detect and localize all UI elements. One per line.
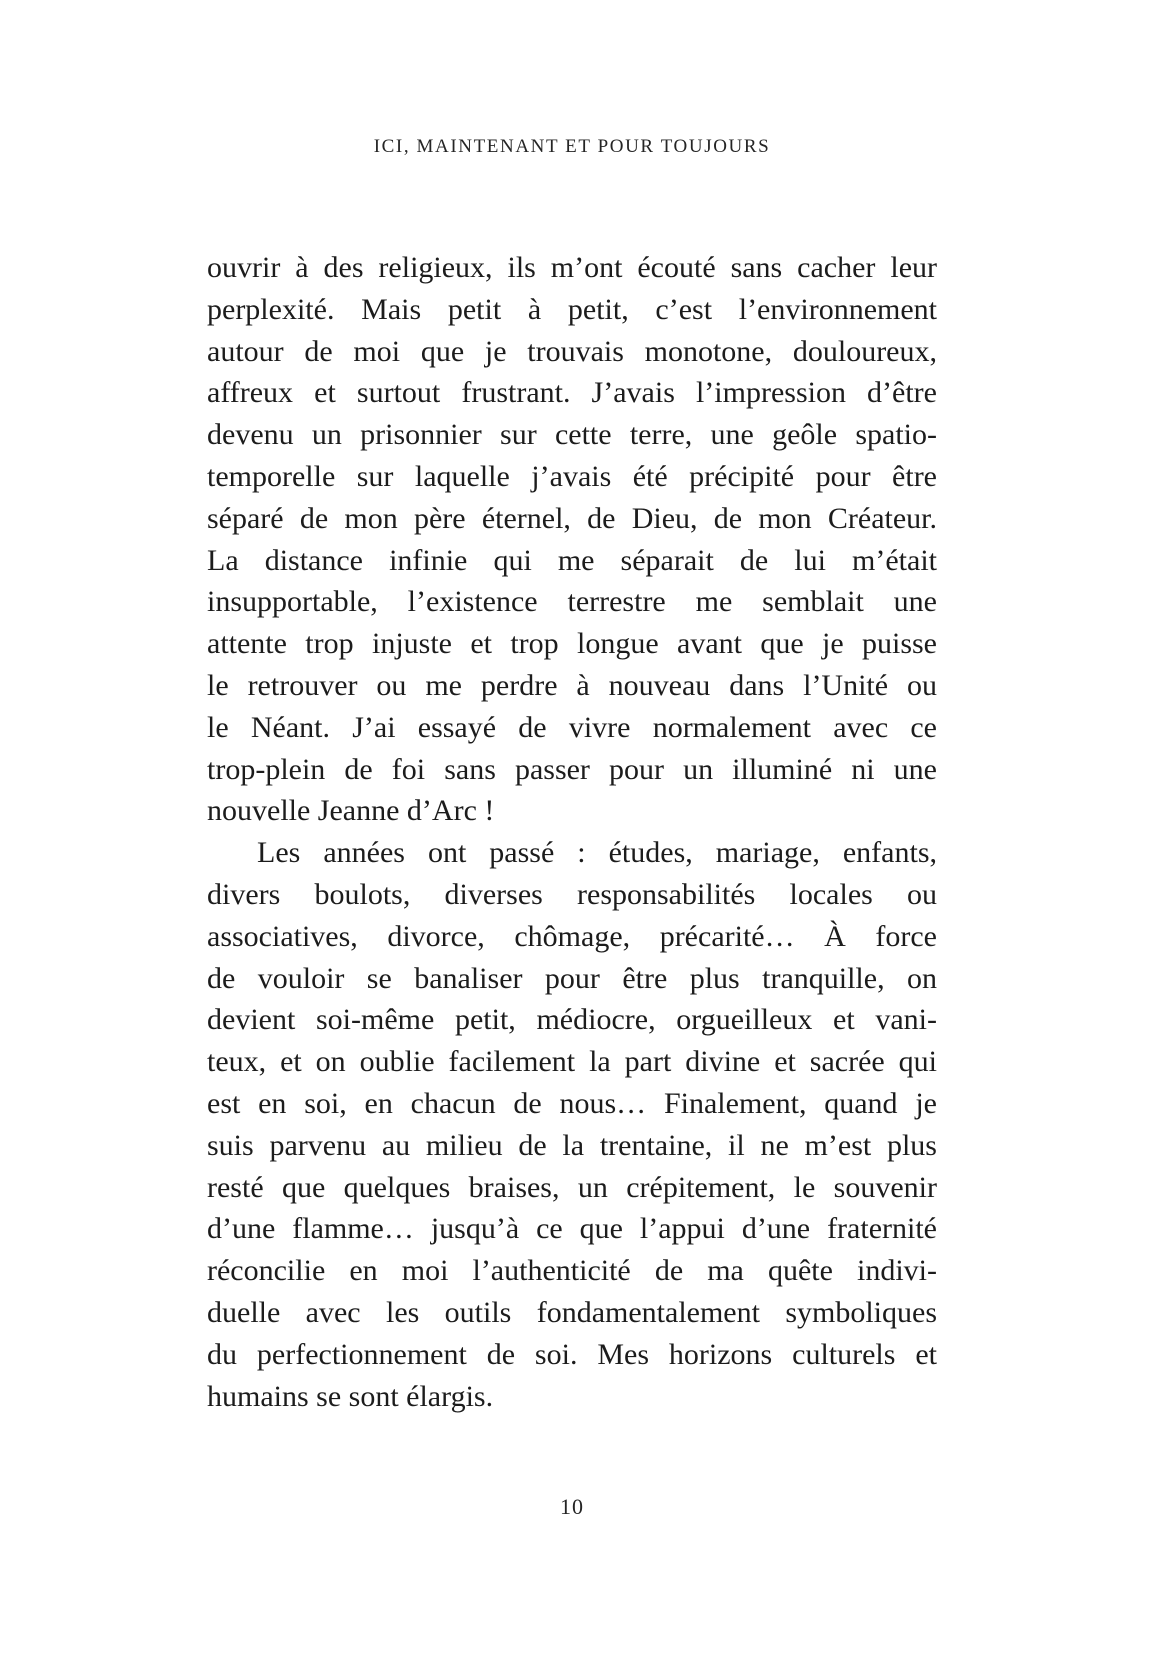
text-line: suis parvenu au milieu de la trentaine, il ne m’est plus xyxy=(207,1128,937,1162)
paragraph xyxy=(207,832,937,1417)
text-line: insupportable, l’existence terrestre me semblait une xyxy=(207,585,937,619)
text-line: séparé de mon père éternel, de Dieu, de mon Créateur. xyxy=(207,501,937,535)
text-line: du perfectionnement de soi. Mes horizons culturels et xyxy=(207,1337,937,1371)
text-line: autour de moi que je trouvais monotone, douloureux, xyxy=(207,334,937,368)
text-line: nouvelle Jeanne d’Arc ! xyxy=(207,794,495,828)
text-line: devenu un prisonnier sur cette terre, une geôle spatio- xyxy=(207,418,937,452)
body-text-block xyxy=(207,247,937,1417)
text-line: affreux et surtout frustrant. J’avais l’impression d’être xyxy=(207,376,937,410)
text-line: resté que quelques braises, un crépitement, le souvenir xyxy=(207,1170,937,1204)
text-line: duelle avec les outils fondamentalement symboliques xyxy=(207,1295,937,1329)
running-head: ICI, MAINTENANT ET POUR TOUJOURS xyxy=(373,136,771,157)
text-line: réconcilie en moi l’authenticité de ma quête indivi- xyxy=(207,1254,937,1288)
text-line: humains se sont élargis. xyxy=(207,1379,494,1413)
text-line: ouvrir à des religieux, ils m’ont écouté sans cacher leur xyxy=(207,251,937,284)
text-line: associatives, divorce, chômage, précarité… À force xyxy=(207,919,937,953)
text-line: trop-plein de foi sans passer pour un illuminé ni une xyxy=(207,752,937,786)
text-line: le retrouver ou me perdre à nouveau dans l’Unité ou xyxy=(207,668,937,702)
page-number: 10 xyxy=(560,1494,584,1519)
text-line: teux, et on oublie facilement la part divine et sacrée qui xyxy=(207,1045,937,1079)
text-line: le Néant. J’ai essayé de vivre normalement avec ce xyxy=(207,710,937,744)
text-line: divers boulots, diverses responsabilités locales ou xyxy=(207,877,937,911)
text-line: Les années ont passé : études, mariage, enfants, xyxy=(257,836,937,870)
text-line: devient soi-même petit, médiocre, orgueilleux et vani- xyxy=(207,1003,937,1037)
text-line: perplexité. Mais petit à petit, c’est l’environnement xyxy=(207,292,937,326)
text-line: attente trop injuste et trop longue avant que je puisse xyxy=(207,627,937,661)
text-line: La distance infinie qui me séparait de lui m’était xyxy=(207,543,937,577)
text-line: de vouloir se banaliser pour être plus tranquille, on xyxy=(207,961,937,995)
text-line: temporelle sur laquelle j’avais été précipité pour être xyxy=(207,459,937,493)
text-line: d’une flamme… jusqu’à ce que l’appui d’une fraternité xyxy=(207,1212,937,1246)
text-line: est en soi, en chacun de nous… Finalement, quand je xyxy=(207,1086,937,1120)
paragraph xyxy=(207,247,937,832)
